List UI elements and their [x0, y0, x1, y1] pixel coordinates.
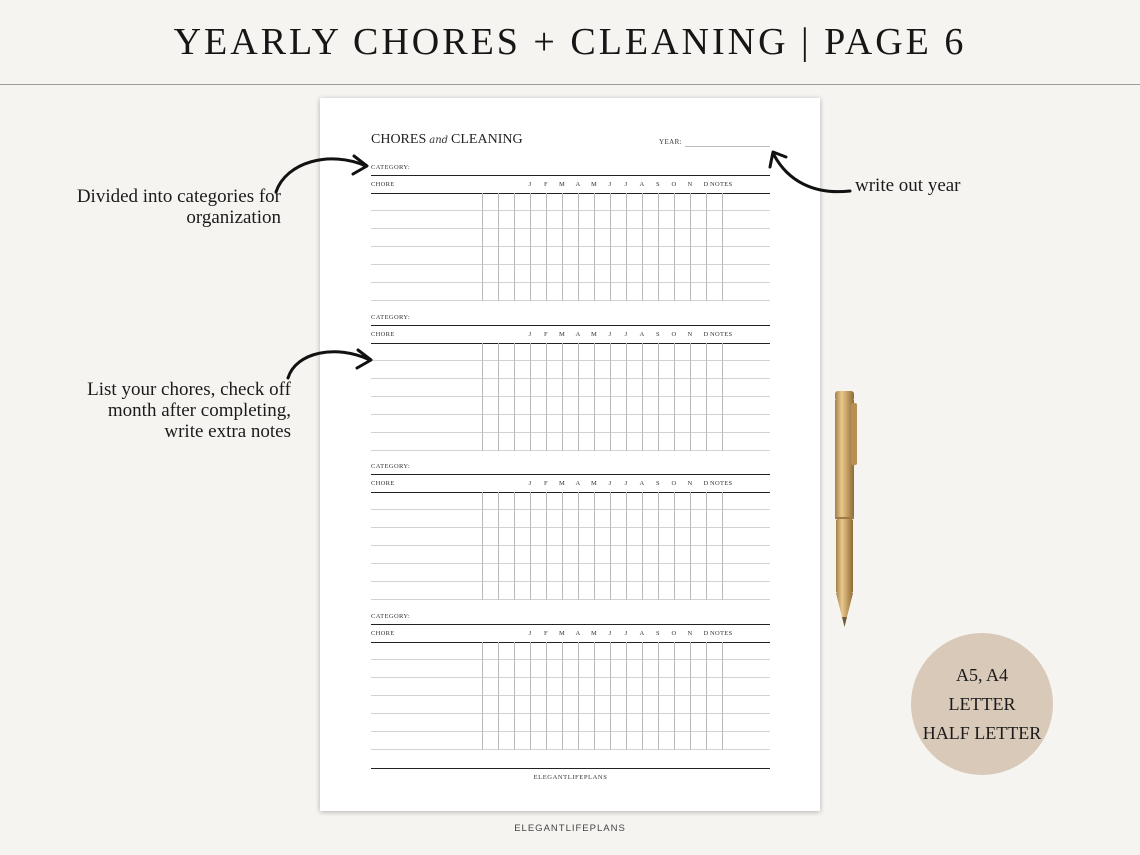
month-column-label: F [544, 181, 548, 188]
month-column-label: S [656, 630, 660, 637]
month-column-label: J [608, 331, 612, 338]
month-column-label: D [703, 181, 709, 188]
month-column-line [498, 642, 499, 750]
month-column-label: M [590, 480, 598, 487]
sheet-footer-divider [371, 768, 770, 769]
month-column-line [642, 343, 643, 451]
month-column-line [674, 343, 675, 451]
month-column-label: O [671, 630, 677, 637]
row-line [371, 695, 770, 696]
month-column-line [690, 343, 691, 451]
month-column-label: O [671, 181, 677, 188]
row-line [371, 599, 770, 600]
month-column-line [530, 343, 531, 451]
month-column-line [562, 492, 563, 600]
month-column-line [610, 642, 611, 750]
month-column-line [594, 492, 595, 600]
month-column-line [610, 193, 611, 301]
month-column-line [562, 193, 563, 301]
page-title: YEARLY CHORES + CLEANING | PAGE 6 [173, 21, 967, 63]
callout-categories [30, 186, 281, 228]
month-column-line [674, 492, 675, 600]
month-column-line [690, 193, 691, 301]
category-label: CATEGORY: [371, 314, 411, 321]
month-column-line [706, 492, 707, 600]
chore-column-label: CHORE [371, 630, 395, 637]
month-column-label: S [656, 181, 660, 188]
row-line [371, 450, 770, 451]
sheet-title-right: CLEANING [451, 132, 523, 147]
callout-categories-line2: organization [186, 207, 281, 228]
month-column-line [610, 343, 611, 451]
row-line [371, 264, 770, 265]
month-column-label: O [671, 480, 677, 487]
month-column-label: F [544, 331, 548, 338]
row-line [371, 300, 770, 301]
month-column-label: D [703, 630, 709, 637]
month-column-label: A [639, 181, 645, 188]
month-column-label: M [558, 630, 566, 637]
month-column-line [690, 642, 691, 750]
row-line [371, 581, 770, 582]
row-line [371, 527, 770, 528]
month-column-line [722, 492, 723, 600]
sheet-title-script: and [429, 135, 449, 146]
callout-list-line3: write extra notes [164, 421, 291, 442]
month-column-label: F [544, 480, 548, 487]
badge-line-letter: LETTER [948, 693, 1016, 714]
row-line [371, 659, 770, 660]
month-column-line [690, 492, 691, 600]
row-line [371, 228, 770, 229]
month-column-line [498, 492, 499, 600]
month-column-line [658, 492, 659, 600]
month-column-line [530, 642, 531, 750]
row-line [371, 731, 770, 732]
month-column-line [674, 642, 675, 750]
month-column-label: M [590, 181, 598, 188]
month-column-line [642, 492, 643, 600]
row-line [371, 713, 770, 714]
year-write-line [685, 146, 770, 147]
month-column-label: J [624, 181, 628, 188]
month-column-label: M [558, 480, 566, 487]
row-line [371, 563, 770, 564]
month-column-line [706, 193, 707, 301]
month-column-line [722, 642, 723, 750]
month-column-line [546, 193, 547, 301]
category-label: CATEGORY: [371, 613, 411, 620]
callout-categories-line1: Divided into categories for [76, 186, 281, 207]
month-column-label: N [687, 331, 693, 338]
chore-column-label: CHORE [371, 181, 395, 188]
month-column-label: J [528, 181, 532, 188]
chore-column-label: CHORE [371, 331, 395, 338]
badge-line-a5-a4: A5, A4 [955, 664, 1008, 685]
month-column-line [546, 492, 547, 600]
checkbox-grid [371, 642, 770, 750]
month-column-line [594, 343, 595, 451]
row-line [371, 509, 770, 510]
gold-pen-icon [820, 385, 870, 635]
header [0, 0, 1140, 84]
month-column-label: O [671, 331, 677, 338]
month-column-label: J [608, 181, 612, 188]
month-column-line [658, 642, 659, 750]
month-column-label: D [703, 480, 709, 487]
month-column-label: A [575, 181, 581, 188]
arrow-year-icon [764, 143, 859, 198]
month-column-line [514, 642, 515, 750]
month-column-label: J [624, 480, 628, 487]
month-column-label: A [639, 331, 645, 338]
month-column-label: J [608, 480, 612, 487]
row-line [371, 246, 770, 247]
year-label: YEAR: [659, 138, 682, 146]
row-line [371, 396, 770, 397]
month-column-label: S [656, 331, 660, 338]
month-column-label: M [558, 331, 566, 338]
month-column-line [578, 343, 579, 451]
category-label: CATEGORY: [371, 463, 411, 470]
month-column-line [530, 193, 531, 301]
month-column-label: N [687, 480, 693, 487]
month-column-label: J [528, 630, 532, 637]
month-column-line [610, 492, 611, 600]
notes-column-label: NOTES [710, 630, 733, 637]
month-column-line [482, 642, 483, 750]
month-column-line [498, 193, 499, 301]
sheet-title-left: CHORES [371, 132, 427, 147]
arrow-list-icon [278, 340, 383, 390]
month-column-line [626, 343, 627, 451]
month-column-line [514, 492, 515, 600]
row-line [371, 677, 770, 678]
month-column-line [578, 193, 579, 301]
month-column-line [642, 193, 643, 301]
month-column-label: A [575, 630, 581, 637]
month-column-line [642, 642, 643, 750]
month-column-label: M [558, 181, 566, 188]
month-column-line [546, 642, 547, 750]
column-header-row [371, 474, 770, 493]
planner-sheet [320, 98, 820, 811]
notes-column-label: NOTES [710, 181, 733, 188]
arrow-categories-icon [268, 148, 378, 208]
month-column-line [562, 642, 563, 750]
month-column-label: F [544, 630, 548, 637]
month-column-label: M [590, 630, 598, 637]
month-column-label: D [703, 331, 709, 338]
month-column-line [578, 642, 579, 750]
category-label: CATEGORY: [371, 164, 411, 171]
checkbox-grid [371, 193, 770, 301]
month-column-line [658, 343, 659, 451]
month-column-line [722, 193, 723, 301]
callout-list-line2: month after completing, [107, 400, 291, 421]
month-column-line [722, 343, 723, 451]
header-divider [0, 84, 1140, 85]
callout-list-line1: List your chores, check off [87, 379, 291, 400]
checkbox-grid [371, 492, 770, 600]
chore-column-label: CHORE [371, 480, 395, 487]
brand-footer: ELEGANTLIFEPLANS [514, 823, 626, 834]
month-column-line [706, 642, 707, 750]
row-line [371, 360, 770, 361]
notes-column-label: NOTES [710, 331, 733, 338]
row-line [371, 545, 770, 546]
column-header-row [371, 175, 770, 194]
month-column-label: J [528, 480, 532, 487]
sheet-title [371, 132, 523, 148]
month-column-label: M [590, 331, 598, 338]
month-column-label: S [656, 480, 660, 487]
month-column-label: N [687, 630, 693, 637]
month-column-line [626, 642, 627, 750]
month-column-line [594, 193, 595, 301]
month-column-line [482, 193, 483, 301]
month-column-label: N [687, 181, 693, 188]
column-header-row [371, 624, 770, 643]
month-column-line [546, 343, 547, 451]
month-column-line [562, 343, 563, 451]
sheet-footer: ELEGANTLIFEPLANS [533, 774, 608, 781]
row-line [371, 432, 770, 433]
month-column-line [482, 492, 483, 600]
notes-column-label: NOTES [710, 480, 733, 487]
column-header-row [371, 325, 770, 344]
callout-list [40, 379, 291, 442]
month-column-line [482, 343, 483, 451]
month-column-label: J [608, 630, 612, 637]
row-line [371, 282, 770, 283]
month-column-line [658, 193, 659, 301]
month-column-line [514, 193, 515, 301]
month-column-line [530, 492, 531, 600]
month-column-label: J [624, 630, 628, 637]
month-column-line [498, 343, 499, 451]
row-line [371, 414, 770, 415]
month-column-line [514, 343, 515, 451]
month-column-label: A [575, 480, 581, 487]
month-column-line [626, 193, 627, 301]
checkbox-grid [371, 343, 770, 451]
month-column-line [706, 343, 707, 451]
month-column-line [578, 492, 579, 600]
callout-year: write out year [855, 175, 961, 196]
row-line [371, 749, 770, 750]
month-column-label: A [639, 480, 645, 487]
month-column-line [594, 642, 595, 750]
row-line [371, 378, 770, 379]
month-column-line [626, 492, 627, 600]
month-column-label: A [575, 331, 581, 338]
month-column-line [674, 193, 675, 301]
row-line [371, 210, 770, 211]
size-badge [911, 633, 1053, 775]
month-column-label: A [639, 630, 645, 637]
badge-line-half-letter: HALF LETTER [922, 722, 1042, 743]
month-column-label: J [624, 331, 628, 338]
month-column-label: J [528, 331, 532, 338]
